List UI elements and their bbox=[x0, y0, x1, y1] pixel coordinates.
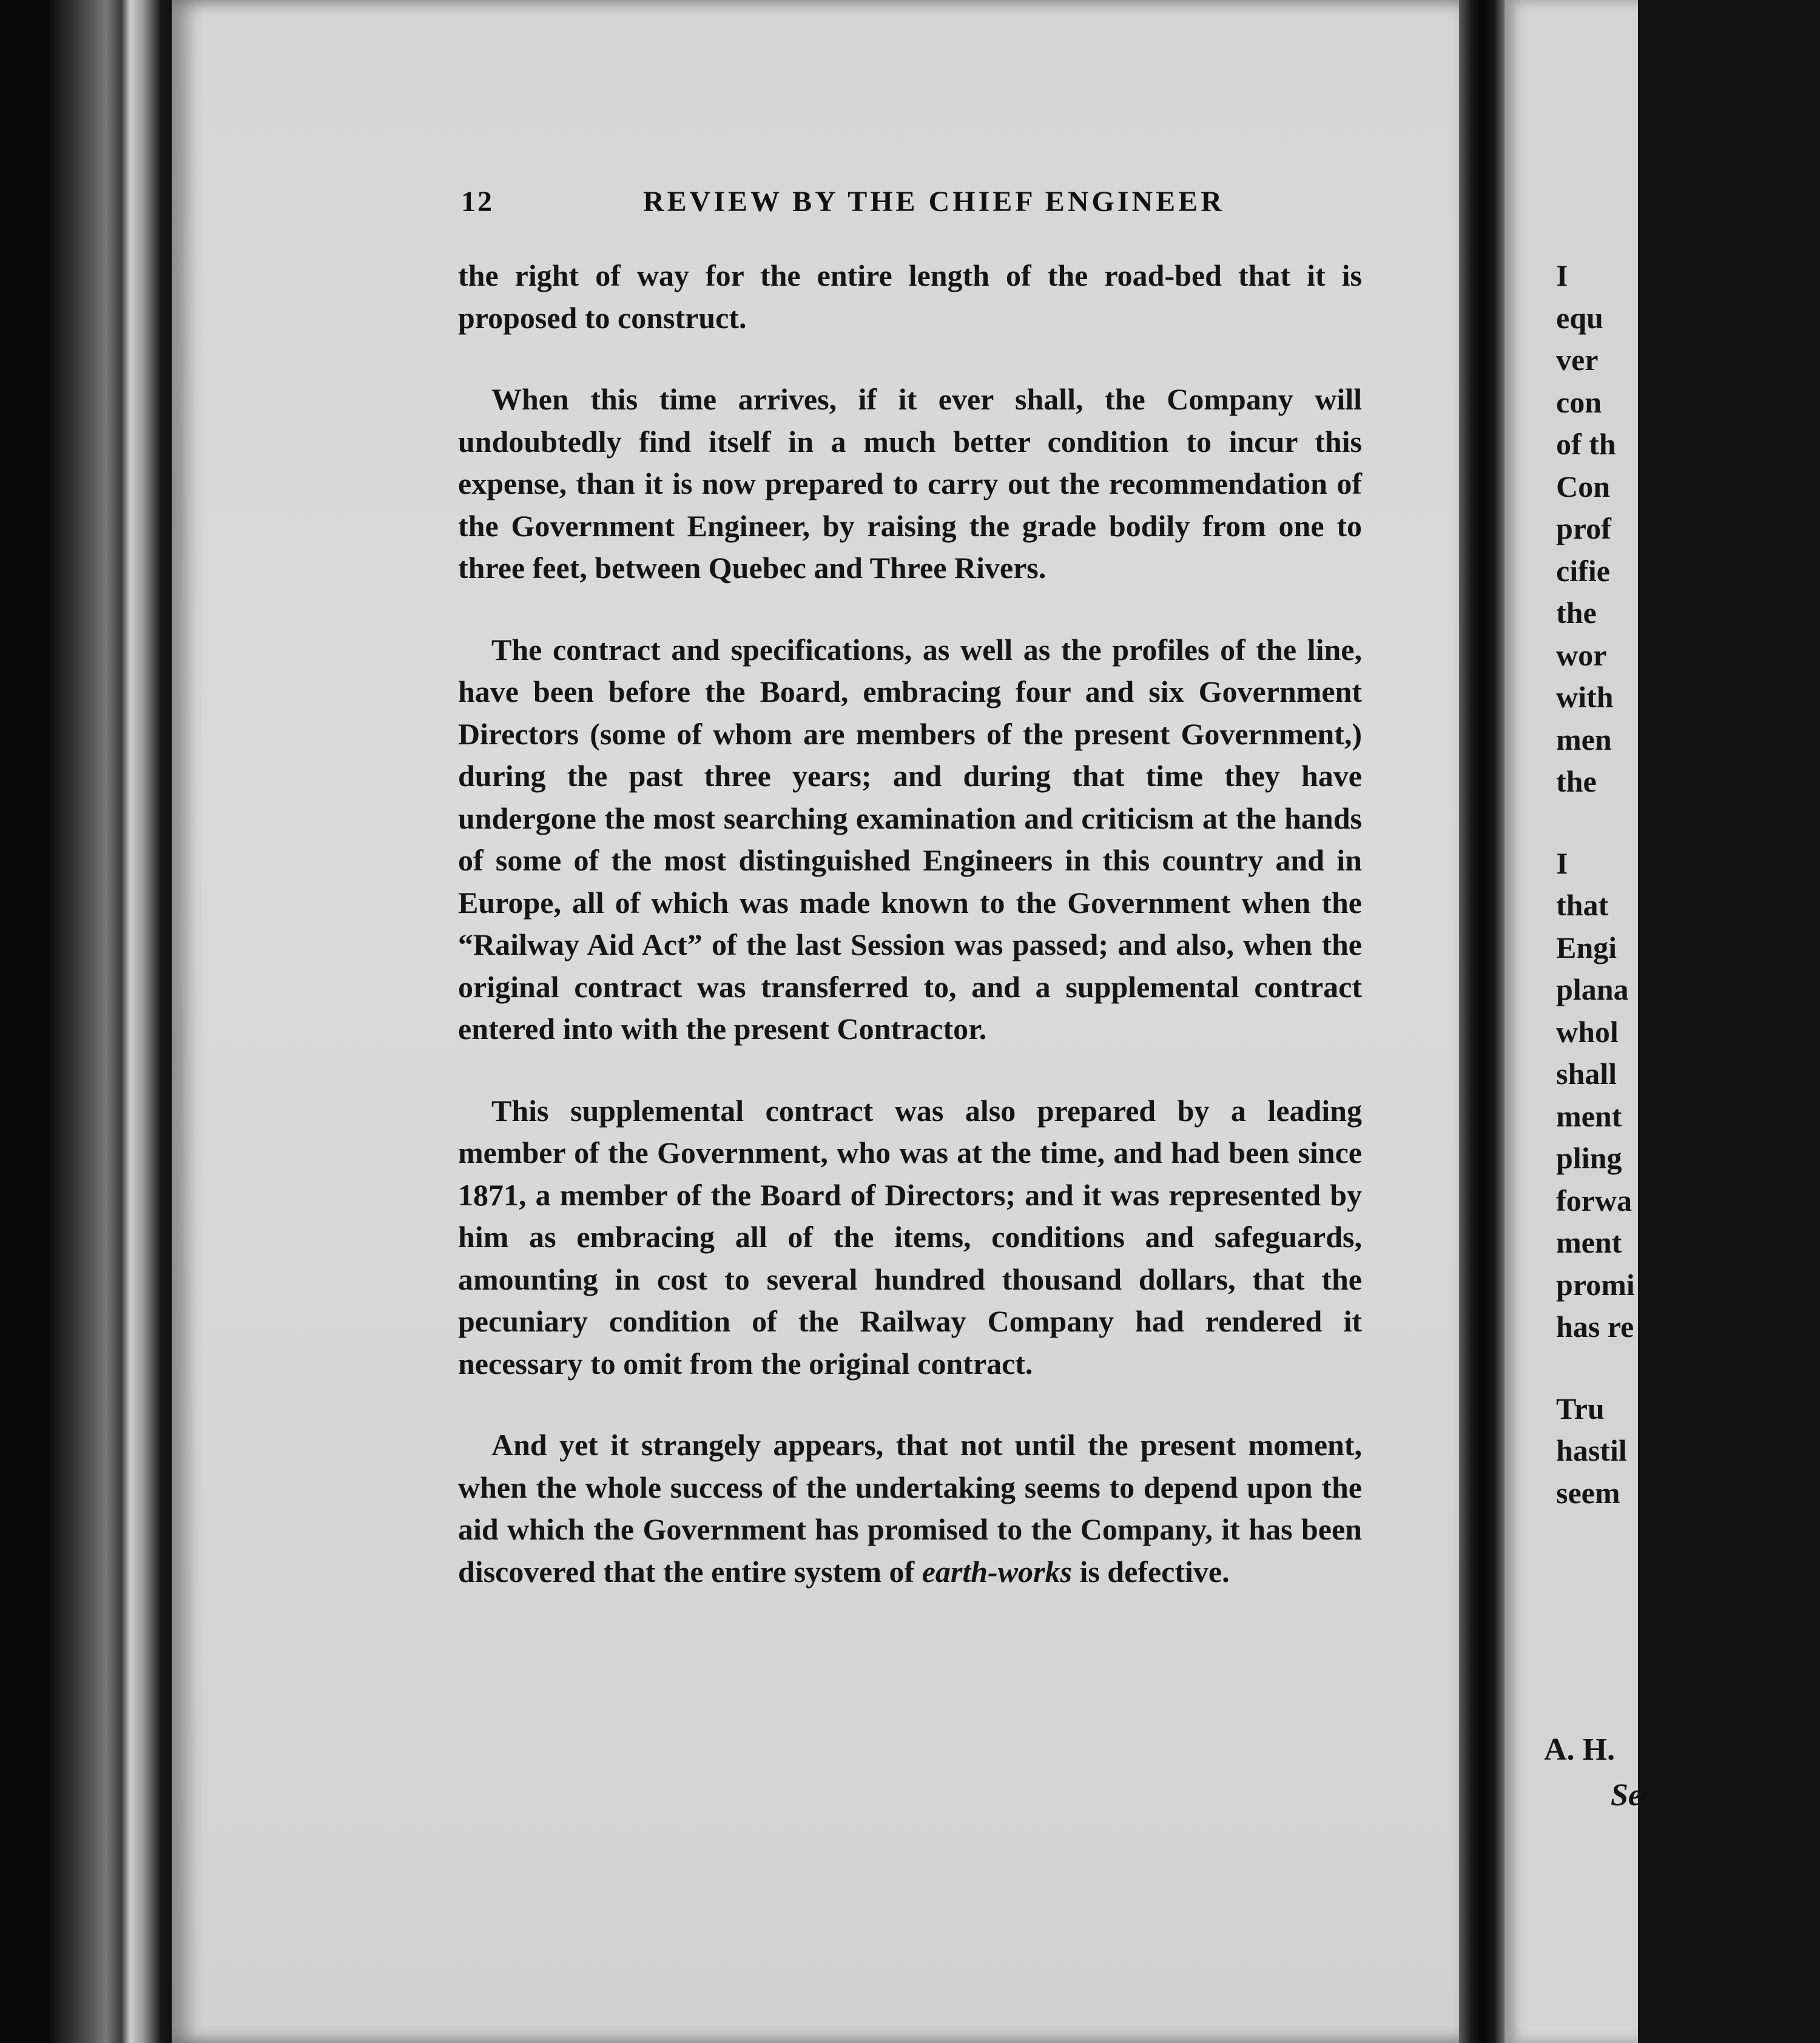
facing-line: the bbox=[1556, 764, 1597, 798]
facing-line: promi bbox=[1556, 1267, 1635, 1302]
facing-block-3 bbox=[1556, 1388, 1799, 1515]
facing-line: equ bbox=[1556, 300, 1603, 335]
facing-line: Con bbox=[1556, 469, 1610, 503]
facing-signature: A. H. bbox=[1544, 1732, 1615, 1767]
facing-line: cifie bbox=[1556, 553, 1610, 588]
paragraph-1: the right of way for the entire length of the road-bed that it is proposed to construct. bbox=[458, 258, 1362, 335]
facing-line: ment bbox=[1556, 1225, 1622, 1259]
facing-line: men bbox=[1556, 722, 1612, 756]
paragraph-3: The contract and specifications, as well as the profiles of the line, have been before the Board, embracing four and six Government Directors (some of whom are members of the present Government,) during the past three years; and during that time they have undergone the most searching examination and criticism at the hands of some of the most distinguished Engineers in this country and in Europe, all of which was made known to the Government when the “Railway Aid Act” of the last Session was passed; and also, when the original contract was transferred to, and a supplemental contract entered into with the present Contractor. bbox=[458, 632, 1362, 1046]
facing-block-1 bbox=[1556, 255, 1799, 803]
paragraph-4: This supplemental contract was also prepared by a leading member of the Government, who was at the time, and had been since 1871, a member of the Board of Directors; and it was represented by him as embracing all of the items, conditions and safeguards, amounting in cost to several hundred thousand dollars, that the pecuniary condition of the Railway Company had rendered it necessary to omit from the original contract. bbox=[458, 1093, 1362, 1381]
facing-line: has re bbox=[1556, 1310, 1634, 1344]
paragraph-2: When this time arrives, if it ever shall, the Company will undoubtedly find itself in a much better condition to incur this expense, than it is now prepared to carry out the recommendation of the Government Engineer, by raising the grade bodily from one to three feet, between Quebec and Three Rivers. bbox=[458, 382, 1362, 585]
facing-line: prof bbox=[1556, 511, 1611, 545]
paragraph-5-before: And yet it strangely appears, that not until the present moment, when the whole success of the undertaking seems to depend upon the aid which the Government has promised to the Company, it has been discovered that the entire system of bbox=[458, 1428, 1362, 1589]
facing-line: that bbox=[1556, 888, 1609, 922]
facing-line: with bbox=[1556, 680, 1614, 714]
facing-gap bbox=[1556, 803, 1799, 843]
facing-line: Engi bbox=[1556, 930, 1617, 964]
paragraph-5-emphasis: earth-works bbox=[922, 1554, 1072, 1589]
facing-signature-sub: Se bbox=[1611, 1778, 1642, 1812]
facing-line: hastil bbox=[1556, 1433, 1627, 1467]
paragraph-5 bbox=[458, 1424, 1362, 1593]
facing-line: I bbox=[1556, 258, 1568, 292]
facing-line: forwa bbox=[1556, 1183, 1632, 1217]
facing-line: the bbox=[1556, 596, 1597, 630]
facing-line: whol bbox=[1556, 1014, 1619, 1049]
facing-line: ver bbox=[1556, 343, 1599, 377]
facing-line: wor bbox=[1556, 638, 1607, 672]
facing-gap bbox=[1556, 1348, 1799, 1388]
paragraph-5-after: is defective. bbox=[1071, 1554, 1230, 1589]
body-text bbox=[458, 255, 1362, 1593]
facing-block-2 bbox=[1556, 843, 1799, 1348]
facing-line: shall bbox=[1556, 1057, 1617, 1091]
running-title: REVIEW BY THE CHIEF ENGINEER bbox=[643, 186, 1225, 218]
scan-left-margin bbox=[0, 0, 176, 2043]
facing-line: seem bbox=[1556, 1475, 1620, 1510]
page-number: 12 bbox=[461, 186, 494, 218]
facing-line: of th bbox=[1556, 427, 1616, 461]
facing-page-text bbox=[1556, 255, 1799, 1514]
facing-line: pling bbox=[1556, 1141, 1622, 1175]
facing-line: Tru bbox=[1556, 1391, 1605, 1425]
facing-line: I bbox=[1556, 846, 1568, 880]
facing-line: con bbox=[1556, 385, 1602, 419]
page-gutter bbox=[1459, 0, 1505, 2043]
facing-line: plana bbox=[1556, 972, 1629, 1006]
facing-line: ment bbox=[1556, 1099, 1622, 1133]
